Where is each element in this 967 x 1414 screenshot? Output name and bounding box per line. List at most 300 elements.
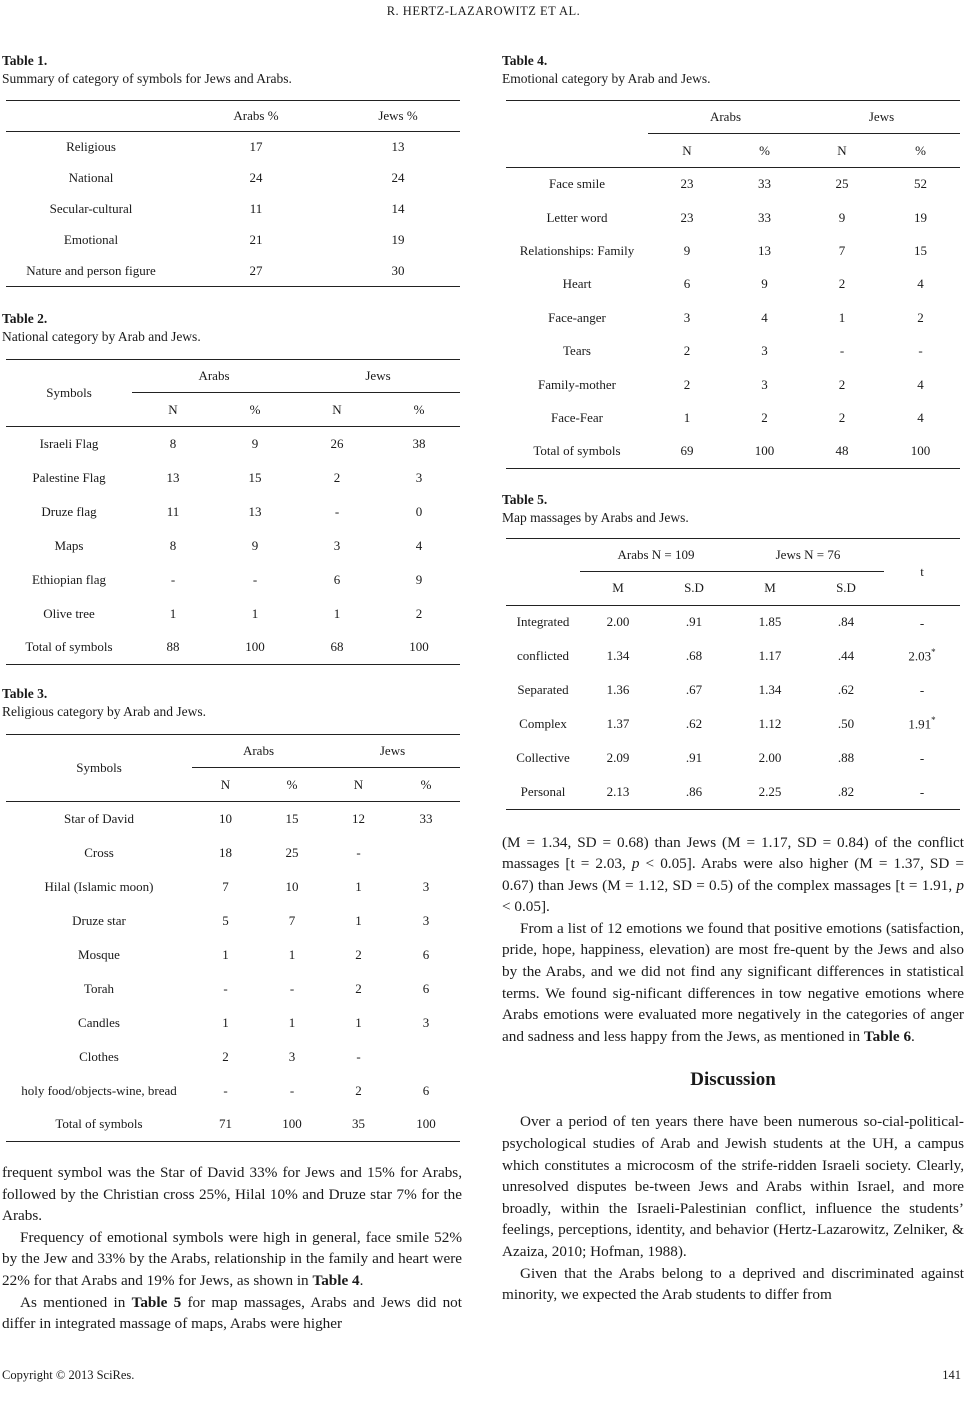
- table1-header-arabs: Arabs %: [176, 101, 336, 132]
- table-cell: 33: [758, 209, 771, 225]
- table-cell: [392, 836, 460, 870]
- right-paragraph-1: [502, 832, 964, 918]
- table-cell: 10: [285, 878, 299, 894]
- row-label-cell: Israeli Flag: [39, 435, 99, 451]
- table-cell: 1: [333, 605, 341, 621]
- table-cell: 9: [251, 435, 259, 451]
- table4-reference: Table 4: [312, 1271, 360, 1289]
- table-cell: -: [252, 571, 258, 587]
- row-label-cell: Nature and person figure: [6, 256, 176, 287]
- table-cell: 38: [412, 435, 426, 451]
- table4-label: Table 4.: [502, 53, 548, 68]
- table-row: [506, 301, 960, 334]
- table-row: [506, 435, 960, 468]
- table2-symbols-header: Symbols: [6, 360, 132, 427]
- table5-group-arabs: Arabs N = 109: [580, 538, 732, 571]
- table-row: [506, 707, 960, 741]
- table-cell: 3: [422, 912, 430, 928]
- table4-group-arabs: Arabs: [648, 101, 803, 134]
- table-row: [506, 775, 960, 809]
- table-cell: [884, 639, 960, 673]
- table-cell: 1.12: [758, 716, 782, 732]
- table-cell: -: [289, 980, 295, 996]
- table-row: [6, 163, 460, 194]
- right-paragraph-4: Given that the Arabs belong to a deprived and discriminated against minority, we expected the Arab students to differ from: [502, 1264, 964, 1304]
- table-cell: 4: [415, 537, 423, 553]
- table-row: [506, 268, 960, 301]
- table-cell: 3: [333, 537, 341, 553]
- table-cell: 13: [166, 469, 180, 485]
- table3-sub-pct-arabs: %: [259, 768, 325, 802]
- table-cell: 100: [214, 631, 296, 665]
- table-cell: 24: [249, 170, 263, 185]
- table-cell: 2.00: [606, 614, 630, 630]
- table-cell: 25: [835, 176, 849, 192]
- left-paragraph-2: [2, 1227, 462, 1292]
- table-row: [6, 1108, 460, 1142]
- table5-title: Map massages by Arabs and Jews.: [502, 509, 689, 525]
- table-cell: .88: [837, 750, 855, 766]
- table-cell: -: [918, 343, 923, 359]
- right-body-text: [502, 832, 964, 1306]
- table2-label: Table 2.: [2, 311, 48, 326]
- table-cell: 1.34: [758, 682, 782, 698]
- table2-group-row: [6, 360, 460, 393]
- table-cell: 1.17: [758, 648, 782, 664]
- table-cell: 2.13: [580, 775, 656, 809]
- table-row: [6, 802, 460, 836]
- table-cell: 23: [680, 209, 694, 225]
- table-cell: 3: [761, 376, 768, 392]
- table-cell: 24: [391, 170, 405, 185]
- table-cell: 4: [917, 409, 924, 425]
- table5-sub-empty: [506, 571, 580, 605]
- table5-sub-m-arabs: M: [580, 571, 656, 605]
- running-head: R. HERTZ-LAZAROWITZ ET AL.: [386, 4, 581, 18]
- table-cell: 9: [251, 537, 259, 553]
- row-label-cell: Hilal (Islamic moon): [44, 878, 154, 894]
- table-row: [506, 201, 960, 234]
- row-label-cell: Collective: [516, 750, 570, 766]
- right-paragraph-2-end: .: [911, 1027, 915, 1045]
- table-cell: 6: [422, 946, 430, 962]
- left-column: [2, 52, 462, 1335]
- table-cell: [884, 673, 960, 707]
- table-cell: 4: [761, 309, 768, 325]
- table4-sub-n-jews: N: [803, 134, 881, 168]
- table-row: [506, 401, 960, 434]
- table5-t-header: t: [884, 538, 960, 605]
- table-cell: -: [289, 1082, 295, 1098]
- table-row: [506, 639, 960, 673]
- table-cell: [884, 775, 960, 809]
- table-cell: 69: [648, 435, 726, 468]
- right-paragraph-2: [502, 918, 964, 1048]
- left-paragraph-3-text: As mentioned in: [20, 1293, 132, 1311]
- table-cell: 100: [259, 1108, 325, 1142]
- table-cell: 0: [415, 503, 423, 519]
- table-cell: 6: [422, 980, 430, 996]
- table-cell: 2: [838, 376, 846, 392]
- table5-group-jews: Jews N = 76: [732, 538, 884, 571]
- table-row: [6, 132, 460, 163]
- row-label-cell: Personal: [506, 775, 580, 809]
- row-label-cell: Total of symbols: [506, 435, 648, 468]
- table-cell: .91: [685, 614, 703, 630]
- left-paragraph-1: frequent symbol was the Star of David 33% for Jews and 15% for Arabs, followed by the Christian cross 25%, Hilal 10% and Druze star 7% for the Arabs.: [2, 1164, 462, 1225]
- table3-label: Table 3.: [2, 686, 48, 701]
- footer-copyright: Copyright © 2013 SciRes.: [2, 1368, 135, 1382]
- table-cell: 4: [917, 276, 924, 292]
- table-cell: 1: [355, 878, 362, 894]
- t-value: 2.03: [908, 648, 932, 664]
- right-paragraph-1-text: (M = 1.34, SD = 0.68) than Jews (M = 1.17, SD = 0.84) of the conflict massages [t = 2.03,: [502, 833, 964, 873]
- table-cell: .84: [837, 614, 855, 630]
- table-cell: 6: [422, 1082, 430, 1098]
- t-value: 1.91: [908, 716, 932, 732]
- table-cell: 1: [288, 1014, 296, 1030]
- table-cell: 100: [392, 1108, 460, 1142]
- table-row: [6, 427, 460, 461]
- row-label-cell: Cross: [84, 844, 114, 860]
- table-cell: 15: [914, 242, 927, 258]
- table1-header-row: [6, 101, 460, 132]
- table3-title: Religious category by Arab and Jews.: [2, 704, 206, 719]
- row-label-cell: Family-mother: [538, 376, 616, 392]
- table4-sub-pct-arabs: %: [726, 134, 803, 168]
- table-cell: 3: [422, 878, 430, 894]
- table2-sub-n-arabs: N: [132, 393, 214, 427]
- table-cell: 12: [352, 810, 365, 826]
- table-cell: 14: [391, 201, 405, 216]
- table-cell: 1.85: [758, 614, 782, 630]
- table-cell: 26: [330, 435, 344, 451]
- table3-sub-pct-jews: %: [392, 768, 460, 802]
- table4-group-jews: Jews: [803, 101, 960, 134]
- table-row: [6, 563, 460, 597]
- table-cell: .44: [837, 648, 855, 664]
- table-cell: 2: [838, 409, 846, 425]
- table5-sub-sd-jews: S.D: [808, 571, 884, 605]
- table2-group-jews: Jews: [296, 360, 460, 393]
- row-label-cell: Star of David: [63, 810, 135, 826]
- table-cell: 68: [296, 631, 378, 665]
- table-cell: 2.00: [758, 750, 782, 766]
- table-cell: 88: [132, 631, 214, 665]
- table6-reference: Table 6: [863, 1027, 912, 1045]
- table-cell: 15: [285, 810, 299, 826]
- row-label-cell: Face smile: [549, 176, 605, 192]
- table-row: [6, 1006, 460, 1040]
- right-paragraph-1-end: < 0.05].: [502, 898, 550, 916]
- table1-caption: [2, 52, 462, 88]
- table-row: [6, 1040, 460, 1074]
- table-cell: 2: [355, 980, 362, 996]
- row-label-cell: Separated: [517, 682, 569, 698]
- table-cell: 9: [838, 209, 846, 225]
- table-cell: 2: [355, 1082, 362, 1098]
- row-label-cell: holy food/objects-wine, bread: [21, 1082, 177, 1098]
- table1-header-empty: [6, 101, 176, 132]
- row-label-cell: Tears: [563, 343, 591, 359]
- table-row: [506, 673, 960, 707]
- row-label-cell: Clothes: [79, 1048, 119, 1064]
- table-row: [6, 938, 460, 972]
- table-cell: 5: [222, 912, 229, 928]
- table-cell: 2.25: [732, 775, 808, 809]
- table-cell: 3: [422, 1014, 430, 1030]
- table-cell: 13: [391, 139, 405, 155]
- table-cell: 17: [249, 139, 263, 155]
- table-cell: 1.37: [606, 716, 630, 732]
- table5-reference: Table 5: [131, 1293, 182, 1311]
- table-cell: 2: [761, 409, 768, 425]
- table-row: [506, 605, 960, 639]
- table-cell: 9: [683, 242, 691, 258]
- row-label-cell: Heart: [562, 276, 592, 292]
- row-label-cell: Total of symbols: [6, 631, 132, 665]
- table3-group-row: [6, 735, 460, 768]
- table5-group-row: [506, 538, 960, 571]
- table-row: [6, 461, 460, 495]
- table-cell: 33: [419, 810, 433, 826]
- table-cell: 100: [881, 435, 960, 468]
- table5-sub-sd-arabs: S.D: [656, 571, 732, 605]
- left-paragraph-3: [2, 1292, 462, 1335]
- row-label-cell: Religious: [66, 139, 116, 155]
- table-cell: .50: [837, 716, 855, 732]
- table1-label: Table 1.: [2, 53, 48, 68]
- table3-symbols-header: Symbols: [6, 735, 192, 802]
- table-cell: 13: [758, 242, 771, 258]
- table-row: [6, 194, 460, 225]
- left-paragraph-2-end: .: [359, 1271, 364, 1289]
- right-paragraph-3: Over a period of ten years there have been numerous so-cial-political-psychological studies of Arab and Jewish students at the UH, a campus which constitutes a microcosm of the strife-ridden Israeli society. Clearly, unresolved disputes be-tween Jews and Arabs within Israel, and more broadly, within the Israeli-Palestinian conflict, influence the students’ feelings, perceptions, identity, and behavior (Hertz-Lazarowitz, Zelniker, & Azaiza, 2010; Hofman, 1988).: [502, 1113, 964, 1261]
- significance-marker: *: [931, 647, 936, 658]
- t-value: -: [919, 614, 925, 630]
- table-row: [6, 529, 460, 563]
- row-label-cell: Druze star: [72, 912, 126, 928]
- table-cell: .62: [837, 682, 855, 698]
- row-label-cell: National: [68, 170, 114, 185]
- table4-sub-pct-jews: %: [881, 134, 960, 168]
- left-body-text: [2, 1162, 462, 1335]
- table-cell: .68: [685, 648, 703, 664]
- row-label-cell: Candles: [78, 1014, 120, 1030]
- table-row: [6, 225, 460, 256]
- left-paragraph-3-end: for map massages, Arabs and Jews did not differ in integrated massage of maps, Arabs were higher: [2, 1293, 462, 1333]
- table3-group-arabs: Arabs: [192, 735, 325, 768]
- table-cell: 2: [333, 469, 341, 485]
- table4-sub-n-arabs: N: [648, 134, 726, 168]
- footer-page-number: 141: [942, 1368, 961, 1382]
- table-cell: 4: [917, 376, 924, 392]
- table3-caption: [2, 685, 462, 721]
- table-cell: 100: [378, 631, 460, 665]
- table2: [6, 359, 460, 665]
- table-cell: 48: [803, 435, 881, 468]
- table-cell: 1: [683, 409, 691, 425]
- t-value: -: [919, 750, 925, 766]
- row-label-cell: Olive tree: [43, 605, 95, 621]
- p-value-symbol: p: [956, 876, 964, 894]
- table-cell: 3: [683, 309, 691, 325]
- table-cell: 7: [288, 912, 296, 928]
- row-label-cell: Ethiopian flag: [31, 571, 106, 587]
- table3: [6, 734, 460, 1142]
- table-cell: .67: [685, 682, 703, 698]
- table-cell: 1: [169, 605, 177, 621]
- table-cell: -: [356, 844, 361, 860]
- right-paragraph-2-text: From a list of 12 emotions we found that positive emotions (satisfaction, pride, hope, happiness, elevation) are most fre-quent by the Jews and also by the Arabs, and we did not find any significant differences in statistical terms. We found sig-nificant differences in tow negative emotions where Arabs emotions were evaluated more negatively in the categories of anger and sadness and less happy from the Jews, as mentioned in: [502, 919, 964, 1045]
- table-row: [6, 870, 460, 904]
- table-cell: [392, 1040, 460, 1074]
- table-row: [506, 234, 960, 267]
- table-cell: -: [839, 343, 845, 359]
- table2-title: National category by Arab and Jews.: [2, 329, 201, 344]
- row-label-cell: Total of symbols: [6, 1108, 192, 1142]
- table-cell: 2: [683, 343, 691, 359]
- table-cell: 19: [391, 232, 405, 247]
- row-label-cell: Letter word: [546, 209, 608, 225]
- table-cell: 21: [249, 232, 263, 247]
- table-cell: 11: [166, 503, 180, 519]
- table4-caption: [502, 52, 964, 88]
- table2-group-arabs: Arabs: [132, 360, 296, 393]
- table-cell: -: [334, 503, 340, 519]
- table-cell: 100: [726, 435, 803, 468]
- table-row: [6, 495, 460, 529]
- table-cell: 13: [248, 503, 262, 519]
- table-row: [506, 334, 960, 367]
- table-cell: -: [170, 571, 176, 587]
- table-cell: 35: [325, 1108, 392, 1142]
- table-cell: 2: [838, 276, 846, 292]
- table-cell: 10: [219, 810, 232, 826]
- table-cell: 2.09: [606, 750, 630, 766]
- table2-caption: [2, 310, 462, 346]
- table-cell: 2: [683, 376, 691, 392]
- table-row: [6, 836, 460, 870]
- table-cell: 15: [248, 469, 262, 485]
- table-cell: 3: [415, 469, 423, 485]
- right-paragraph-1-middle: < 0.05]. Arabs were also higher (M = 1.37, SD = 0.67) than Jews (M = 1.12, SD = 0.5) of the complex massages [t = 1.91,: [502, 855, 964, 894]
- table4-subheader-row: [506, 134, 960, 168]
- row-label-cell: Secular-cultural: [49, 201, 133, 216]
- table-cell: .86: [656, 775, 732, 809]
- table3-group-jews: Jews: [325, 735, 460, 768]
- t-value: -: [919, 682, 925, 698]
- table2-sub-pct-jews: %: [378, 393, 460, 427]
- table4-group-row: [506, 101, 960, 134]
- table-cell: 30: [336, 256, 460, 287]
- table-cell: .62: [685, 716, 703, 732]
- table-cell: 33: [758, 176, 771, 192]
- table-cell: [884, 707, 960, 741]
- table1: [6, 100, 460, 287]
- t-value: -: [919, 784, 925, 800]
- table-cell: 9: [415, 571, 423, 587]
- table-row: [506, 368, 960, 401]
- table1-title: Summary of category of symbols for Jews and Arabs.: [2, 71, 292, 86]
- table4-sub-empty: [506, 134, 648, 168]
- row-label-cell: Torah: [83, 980, 115, 996]
- table1-header-jews: Jews %: [336, 101, 460, 132]
- row-label-cell: conflicted: [517, 648, 569, 664]
- table4-title: Emotional category by Arab and Jews.: [502, 71, 711, 86]
- table-cell: 52: [914, 176, 927, 192]
- table-cell: .91: [685, 750, 703, 766]
- table-cell: -: [223, 980, 228, 996]
- row-label-cell: Integrated: [516, 614, 570, 630]
- table-cell: 7: [222, 878, 229, 894]
- table3-sub-n-arabs: N: [192, 768, 259, 802]
- table-cell: 1: [838, 309, 846, 325]
- table-cell: 1.36: [606, 682, 630, 698]
- table-cell: [884, 741, 960, 775]
- table4-group-empty: [506, 101, 648, 134]
- table-cell: -: [356, 1048, 361, 1064]
- table-cell: 2: [222, 1048, 229, 1064]
- table-row: [6, 597, 460, 631]
- table-row: [6, 1074, 460, 1108]
- table-cell: 1: [222, 1014, 229, 1030]
- table-cell: 8: [169, 537, 177, 553]
- row-label-cell: Emotional: [63, 232, 119, 247]
- table-cell: 1: [355, 912, 362, 928]
- table3-sub-n-jews: N: [325, 768, 392, 802]
- table-cell: 9: [761, 276, 768, 292]
- table-cell: 7: [838, 242, 846, 258]
- table-cell: 1: [288, 946, 296, 962]
- row-label-cell: Mosque: [78, 946, 120, 962]
- table-cell: 1: [222, 946, 229, 962]
- table-cell: 11: [249, 201, 263, 216]
- table2-sub-n-jews: N: [296, 393, 378, 427]
- left-paragraph-2-text: Frequency of emotional symbols were high in general, face smile 52% by the Jew and 33% by the Arabs, relationship in the family and heart were 22% for that Arabs and 19% for Jews, as shown in: [2, 1228, 462, 1289]
- table-cell: 6: [683, 276, 691, 292]
- table5-label: Table 5.: [502, 491, 548, 507]
- table-cell: 8: [169, 435, 177, 451]
- table5-caption: [502, 491, 964, 527]
- row-label-cell: Druze flag: [41, 503, 97, 519]
- table5: [506, 538, 960, 810]
- table-row: [506, 168, 960, 201]
- table-cell: 71: [192, 1108, 259, 1142]
- row-label-cell: Maps: [54, 537, 84, 553]
- table-cell: 18: [219, 844, 232, 860]
- table-cell: 19: [914, 209, 927, 225]
- table-cell: 23: [680, 176, 694, 192]
- table-cell: [884, 605, 960, 639]
- table-cell: 2: [415, 605, 423, 621]
- table4: [506, 100, 960, 469]
- table-cell: 3: [288, 1048, 296, 1064]
- table-cell: 2: [917, 309, 924, 325]
- row-label-cell: Relationships: Family: [519, 242, 635, 258]
- significance-marker: *: [931, 715, 936, 726]
- table-cell: -: [223, 1082, 228, 1098]
- table-row: [6, 972, 460, 1006]
- table-cell: 1: [251, 605, 259, 621]
- table-cell: 3: [761, 343, 768, 359]
- table-row: [6, 631, 460, 665]
- table-row: [6, 904, 460, 938]
- right-column: [502, 52, 964, 1306]
- table-cell: .82: [808, 775, 884, 809]
- table-cell: 27: [176, 256, 336, 287]
- table-cell: 6: [333, 571, 341, 587]
